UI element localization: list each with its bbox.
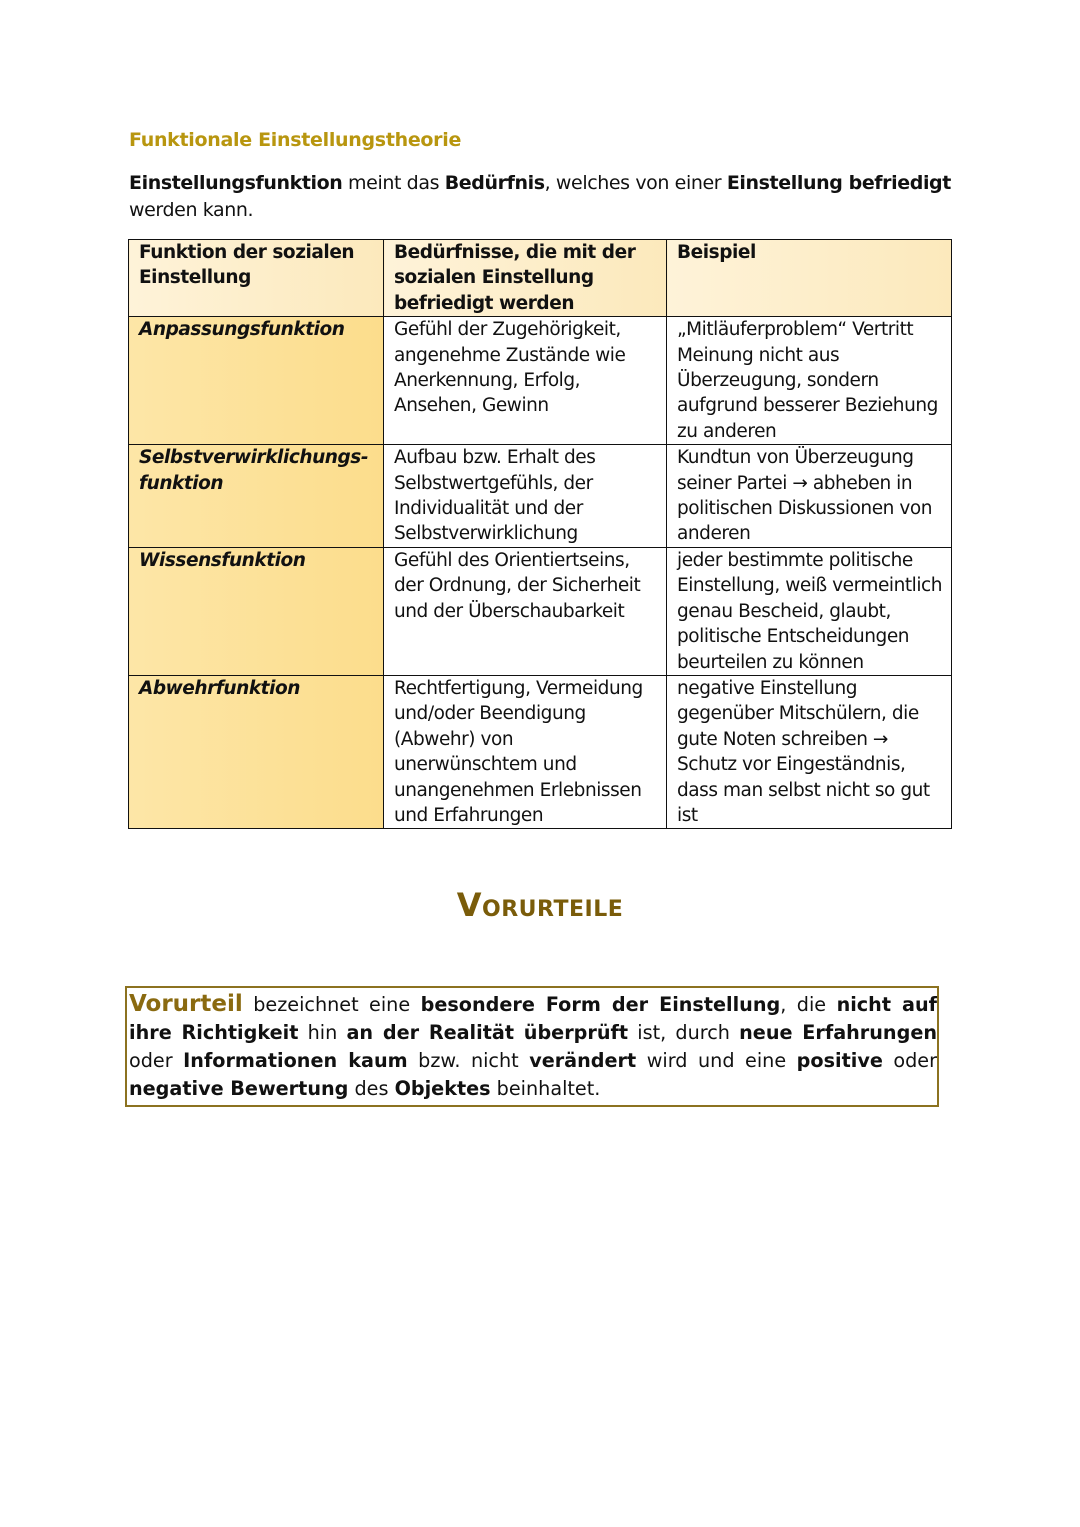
def-term: an der Realität überprüft	[346, 1021, 629, 1044]
header-example: Beispiel	[667, 240, 952, 317]
def-text: ist, durch	[628, 1021, 740, 1044]
intro-term: Bedürfnis	[444, 172, 545, 194]
def-text: , die	[780, 993, 837, 1016]
def-term: neue Erfahrungen	[739, 1021, 937, 1044]
def-term: verändert	[529, 1049, 637, 1072]
table-row	[129, 547, 952, 675]
page-title: Funktionale Einstellungstheorie	[129, 129, 462, 151]
example-text: „Mitläuferproblem“ Vertritt Meinung nicht aus Überzeugung, sondern aufgrund besserer Beziehung zu anderen	[677, 319, 938, 442]
def-text: bezeichnet eine	[242, 993, 421, 1016]
header-needs: Bedürfnisse, die mit der sozialen Einstellung befriedigt werden	[384, 240, 667, 317]
function-cell: Wissensfunktion	[129, 547, 384, 675]
def-term: besondere Form der Einstellung	[420, 993, 781, 1016]
intro-term: Einstellung befriedigt	[726, 172, 951, 194]
def-term: Objektes	[394, 1077, 491, 1100]
definition-term: Vorurteil	[129, 991, 243, 1017]
function-cell: Anpassungsfunktion	[129, 317, 384, 445]
needs-cell: Gefühl der Zugehörigkeit, angenehme Zustände wie Anerkennung, Erfolg, Ansehen, Gewinn	[384, 317, 667, 445]
def-text: oder	[129, 1049, 184, 1072]
example-cell: negative Einstellung gegenüber Mitschülern, die gute Noten schreiben → Schutz vor Eingeständnis, dass man selbst nicht so gut ist	[667, 675, 952, 828]
example-cell: Kundtun von Überzeugung seiner Partei → abheben in politischen Diskussionen von anderen	[667, 445, 952, 548]
needs-cell: Gefühl des Orientiertseins, der Ordnung, der Sicherheit und der Überschaubarkeit	[384, 547, 667, 675]
attitude-functions-table	[128, 239, 952, 829]
def-term: Informationen kaum	[183, 1049, 408, 1072]
needs-cell: Rechtfertigung, Vermeidung und/oder Beendigung (Abwehr) von unerwünschtem und unangenehmen Erlebnissen und Erfahrungen	[384, 675, 667, 828]
intro-text: meint das	[342, 172, 445, 194]
def-text: oder	[882, 1049, 937, 1072]
function-cell: Selbstverwirklichungs-funktion	[129, 445, 384, 548]
example-cell	[667, 317, 952, 445]
def-text: hin	[298, 1021, 347, 1044]
function-cell: Abwehrfunktion	[129, 675, 384, 828]
intro-term: Einstellungsfunktion	[129, 172, 343, 194]
intro-paragraph	[129, 170, 959, 224]
def-text: des	[348, 1077, 395, 1100]
def-term: nicht auf ihre Richtigkeit	[129, 993, 937, 1044]
table-row	[129, 445, 952, 548]
table-row	[129, 675, 952, 828]
header-function: Funktion der sozialen Einstellung	[129, 240, 384, 317]
def-term: negative Bewertung	[129, 1077, 349, 1100]
intro-text: werden kann.	[129, 199, 254, 221]
section-heading: Vorurteile	[456, 886, 624, 924]
def-text: bzw. nicht	[407, 1049, 530, 1072]
def-text: wird und eine	[636, 1049, 797, 1072]
def-text: beinhaltet.	[490, 1077, 601, 1100]
example-cell: jeder bestimmte politische Einstellung, weiß vermeintlich genau Bescheid, glaubt, politische Entscheidungen beurteilen zu können	[667, 547, 952, 675]
definition-box	[125, 986, 939, 1107]
table-header-row	[129, 240, 952, 317]
intro-text: , welches von einer	[544, 172, 727, 194]
table-row	[129, 317, 952, 445]
needs-cell: Aufbau bzw. Erhalt des Selbstwertgefühls, der Individualität und der Selbstverwirklichung	[384, 445, 667, 548]
def-term: positive	[796, 1049, 883, 1072]
